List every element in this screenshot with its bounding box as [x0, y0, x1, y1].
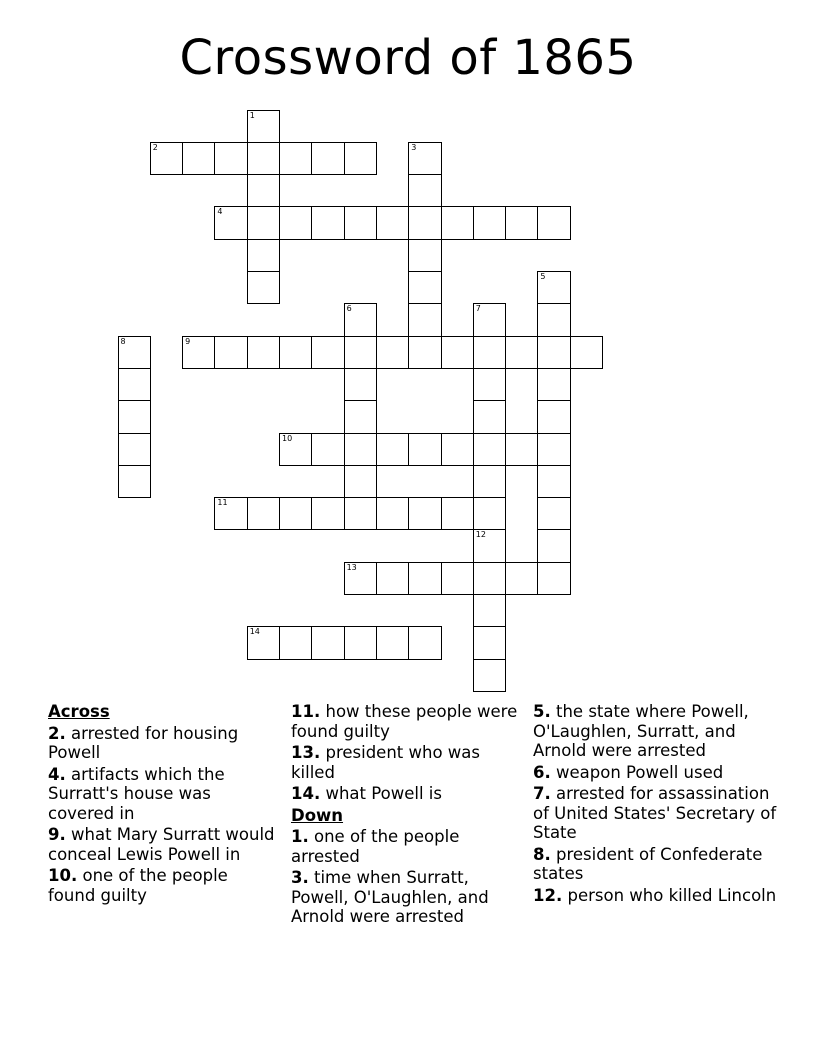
grid-cell[interactable] — [118, 400, 151, 433]
grid-cell[interactable] — [537, 465, 570, 498]
grid-cell[interactable] — [118, 336, 151, 369]
grid-cell[interactable] — [279, 142, 312, 175]
grid-cell[interactable] — [279, 336, 312, 369]
grid-cell[interactable] — [311, 336, 344, 369]
grid-cell[interactable] — [311, 626, 344, 659]
grid-cell[interactable] — [408, 271, 441, 304]
grid-cell[interactable] — [473, 497, 506, 530]
grid-cell[interactable] — [570, 336, 603, 369]
clue-across-11: 11. how these people were found guilty — [291, 702, 518, 741]
grid-cell[interactable] — [182, 142, 215, 175]
grid-cell[interactable] — [214, 206, 247, 239]
grid-cell[interactable] — [344, 465, 377, 498]
clue-down-12: 12. person who killed Lincoln — [533, 885, 777, 905]
grid-cell[interactable] — [473, 659, 506, 692]
clue-number: 10 — [282, 433, 293, 443]
grid-cell[interactable] — [214, 142, 247, 175]
grid-cell[interactable] — [182, 336, 215, 369]
grid-cell[interactable] — [279, 497, 312, 530]
grid-cell[interactable] — [441, 206, 474, 239]
grid-cell[interactable] — [344, 303, 377, 336]
grid-cell[interactable] — [247, 142, 280, 175]
clue-number: 9 — [185, 336, 191, 346]
grid-cell[interactable] — [247, 239, 280, 272]
grid-cell[interactable] — [473, 465, 506, 498]
grid-cell[interactable] — [408, 239, 441, 272]
grid-cell[interactable] — [441, 433, 474, 466]
grid-cell[interactable] — [537, 400, 570, 433]
grid-cell[interactable] — [408, 497, 441, 530]
grid-cell[interactable] — [279, 433, 312, 466]
grid-cell[interactable] — [537, 562, 570, 595]
clue-number: 1 — [249, 110, 255, 120]
grid-cell[interactable] — [473, 303, 506, 336]
grid-cell[interactable] — [376, 433, 409, 466]
grid-cell[interactable] — [505, 433, 538, 466]
grid-cell[interactable] — [473, 529, 506, 562]
grid-cell[interactable] — [537, 336, 570, 369]
grid-cell[interactable] — [118, 465, 151, 498]
grid-cell[interactable] — [247, 174, 280, 207]
clue-across-10: 10. one of the people found guilty — [48, 866, 228, 905]
grid-cell[interactable] — [150, 142, 183, 175]
grid-cell[interactable] — [473, 336, 506, 369]
grid-cell[interactable] — [344, 433, 377, 466]
grid-cell[interactable] — [376, 562, 409, 595]
grid-cell[interactable] — [408, 626, 441, 659]
grid-cell[interactable] — [473, 206, 506, 239]
grid-cell[interactable] — [311, 142, 344, 175]
grid-cell[interactable] — [118, 368, 151, 401]
clue-down-8: 8. president of Confederate states — [533, 844, 763, 883]
grid-cell[interactable] — [441, 562, 474, 595]
grid-cell[interactable] — [537, 206, 570, 239]
grid-cell[interactable] — [344, 626, 377, 659]
clue-across-4: 4. artifacts which the Surratt's house was covered in — [48, 764, 225, 823]
grid-cell[interactable] — [408, 562, 441, 595]
grid-cell[interactable] — [118, 433, 151, 466]
grid-cell[interactable] — [376, 206, 409, 239]
clue-down-1: 1. one of the people arrested — [291, 827, 460, 866]
grid-cell[interactable] — [441, 497, 474, 530]
clues-column-3 — [533, 702, 783, 907]
grid-cell[interactable] — [247, 206, 280, 239]
grid-cell[interactable] — [247, 497, 280, 530]
grid-cell[interactable] — [408, 206, 441, 239]
grid-cell[interactable] — [344, 206, 377, 239]
clue-down-6: 6. weapon Powell used — [533, 762, 724, 782]
grid-cell[interactable] — [247, 110, 280, 143]
clue-number: 12 — [475, 530, 486, 540]
grid-cell[interactable] — [473, 433, 506, 466]
grid-cell[interactable] — [537, 271, 570, 304]
clue-number: 5 — [540, 272, 546, 281]
grid-cell[interactable] — [279, 626, 312, 659]
grid-cell[interactable] — [505, 206, 538, 239]
grid-cell[interactable] — [344, 336, 377, 369]
grid-cell[interactable] — [473, 562, 506, 595]
clue-across-13: 13. president who was killed — [291, 743, 481, 782]
grid-cell[interactable] — [441, 336, 474, 369]
grid-cell[interactable] — [344, 368, 377, 401]
grid-cell[interactable] — [408, 174, 441, 207]
grid-cell[interactable] — [247, 271, 280, 304]
clue-number: 7 — [475, 304, 481, 314]
grid-cell[interactable] — [214, 497, 247, 530]
clue-down-7: 7. arrested for assassination of United States' Secretary of State — [533, 784, 777, 842]
grid-cell[interactable] — [311, 497, 344, 530]
clues-column-2 — [291, 702, 521, 929]
clue-number: 2 — [152, 142, 158, 152]
clue-number: 11 — [217, 498, 228, 508]
grid-cell[interactable] — [311, 206, 344, 239]
grid-cell[interactable] — [408, 336, 441, 369]
grid-cell[interactable] — [279, 206, 312, 239]
grid-cell[interactable] — [537, 497, 570, 530]
clue-down-3: 3. time when Surratt, Powell, O'Laughlen, and Arnold were arrested — [291, 868, 489, 926]
grid-cell[interactable] — [247, 626, 280, 659]
clue-number: 13 — [346, 562, 357, 572]
grid-cell[interactable] — [376, 497, 409, 530]
grid-cell[interactable] — [408, 142, 441, 175]
down-heading: Down — [291, 805, 344, 825]
grid-cell[interactable] — [344, 562, 377, 595]
grid-cell[interactable] — [473, 626, 506, 659]
clues-column-1 — [48, 702, 278, 907]
clue-number: 3 — [411, 142, 417, 152]
clue-across-9: 9. what Mary Surratt would conceal Lewis Powell in — [48, 825, 275, 864]
grid-cell[interactable] — [344, 400, 377, 433]
grid-cell[interactable] — [537, 433, 570, 466]
grid-cell[interactable] — [214, 336, 247, 369]
grid-cell[interactable] — [376, 626, 409, 659]
clue-down-5: 5. the state where Powell, O'Laughlen, Surratt, and Arnold were arrested — [533, 702, 749, 760]
across-heading: Across — [48, 702, 110, 721]
clue-across-2: 2. arrested for housing Powell — [48, 723, 239, 762]
grid-cell[interactable] — [344, 497, 377, 530]
grid-cell[interactable] — [473, 400, 506, 433]
page-title: Crossword of 1865 — [179, 30, 637, 86]
grid-cell[interactable] — [537, 303, 570, 336]
grid-cell[interactable] — [408, 303, 441, 336]
clue-number: 14 — [249, 627, 260, 637]
grid-cell[interactable] — [247, 336, 280, 369]
clue-number: 6 — [346, 304, 352, 314]
clue-across-14: 14. what Powell is — [291, 784, 442, 803]
clue-number: 4 — [217, 207, 223, 217]
clue-number: 8 — [120, 336, 126, 346]
grid-cell[interactable] — [408, 433, 441, 466]
grid-cell[interactable] — [505, 562, 538, 595]
grid-cell[interactable] — [537, 529, 570, 562]
grid-cell[interactable] — [311, 433, 344, 466]
grid-cell[interactable] — [537, 368, 570, 401]
grid-cell[interactable] — [473, 594, 506, 627]
grid-cell[interactable] — [505, 336, 538, 369]
grid-cell[interactable] — [473, 368, 506, 401]
grid-cell[interactable] — [344, 142, 377, 175]
grid-cell[interactable] — [376, 336, 409, 369]
